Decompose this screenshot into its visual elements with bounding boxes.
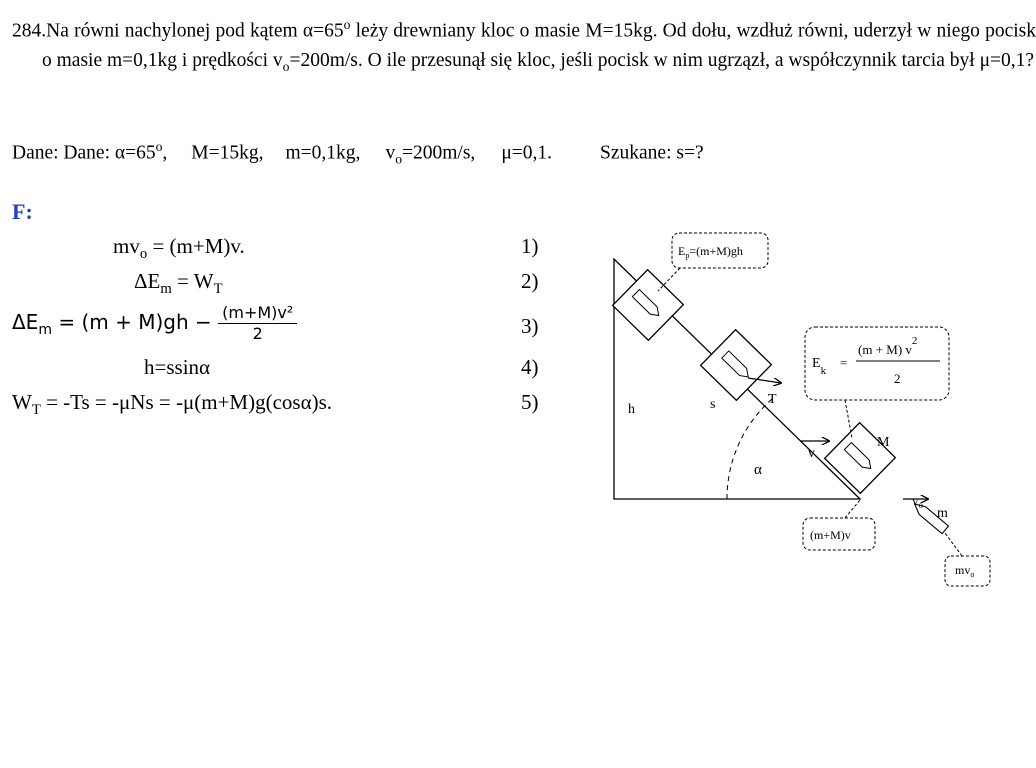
callout-line [845,500,860,518]
subscript: o [395,151,403,167]
potential-energy-label: $E_p=(m+M)gh$ [678,244,743,260]
given-mass-m: m=0,1kg, [285,142,361,164]
mu-symbol: μ [119,390,131,414]
alpha-symbol: α [300,390,312,414]
momentum-before-label: $mv_o$ [955,563,975,579]
problem-number: 284. [12,20,47,42]
alpha-symbol: α [199,355,211,379]
kinetic-energy-box [805,327,949,400]
mu-symbol: μ [182,390,195,414]
equation-number: 3) [521,314,539,338]
eq-part: ΔE [134,269,161,293]
friction-label: T [768,392,777,407]
given-mu-value: =0,1. [511,142,553,164]
bullet-velocity-label: $v_o$ [912,493,923,510]
given-velocity-value: =200m/s, [402,142,476,164]
callout-line [845,400,852,438]
eq-part: W [12,390,32,414]
eq-part: = W [171,269,214,293]
equation-number: 2) [521,269,539,293]
height-label: h [628,402,635,417]
eq-part: )s. [311,390,333,414]
bullet-mass-label: m [937,506,948,521]
problem-text-part: =65 [313,20,344,42]
subscript: m [38,322,52,338]
eq-part: ΔE [12,310,39,334]
kinetic-energy-denominator: 2 [894,371,901,386]
distance-label: s [710,397,716,412]
eq-part: = -Ts = - [40,390,120,414]
equation-number: 5) [521,390,539,414]
momentum-after-label: (m+M)v [810,528,851,542]
given-alpha-value: =65 [125,142,156,164]
subscript: m [160,281,172,298]
kinetic-energy-numerator: (m + M) $v^2$ [858,335,918,357]
problem-text-part: =200m/s. O ile przesunął się kloc, jeśli pocisk w nim ugrzązł, a współczynnik tarcia był [289,49,980,71]
eq-part: = (m + M)gh − [51,310,219,334]
kinetic-energy-equals: = [840,355,848,370]
sought-value: Szukane: s=? [600,142,704,164]
problem-text-part: =0,1? [990,49,1035,71]
section-label: F: [12,199,33,224]
problem-text-part: Na równi nachylonej pod kątem [46,20,303,42]
problem-text-part: leży drewniany kloc o masie M=15kg. Od dołu, wzdłuż równi, uderzył w niego pocisk o masie m=0,1kg i prędkości v [42,20,1036,71]
eq-part: Ns = - [130,390,183,414]
top-block [613,270,684,341]
degree-mark: o [155,139,163,154]
mu-symbol: μ [979,49,991,71]
equation-number: 1) [521,234,539,258]
subscript: T [213,281,223,298]
degree-mark: o [343,17,351,32]
eq-part: mv [113,234,140,258]
comma: , [162,142,168,164]
mu-symbol: μ [501,142,512,164]
alpha-symbol: α [302,20,314,42]
block-mass-label: M [877,435,890,450]
fraction-denominator: 2 [252,324,263,343]
subscript: T [31,402,41,419]
angle-label: α [754,462,762,478]
given-prefix: Dane: Dane: [12,142,115,164]
subscript: o [139,246,148,263]
kinetic-energy-symbol: $E_k$ [812,356,827,377]
subscript: o [282,58,290,74]
equation-number: 4) [521,355,539,379]
eq-part: (m+M)g(cos [194,390,301,414]
callout-line [658,268,680,291]
given-mass-M: M=15kg, [191,142,264,164]
eq-part: h=ssin [144,355,200,379]
alpha-symbol: α [114,142,126,164]
eq-part: = (m+M)v. [147,234,245,258]
fraction-numerator: (m+M)v² [218,303,297,324]
angle-arc [727,399,772,499]
callout-line [945,533,962,556]
given-velocity: v [385,142,396,164]
bottom-block [825,423,896,494]
velocity-label: v [808,446,815,461]
middle-block [701,330,772,401]
